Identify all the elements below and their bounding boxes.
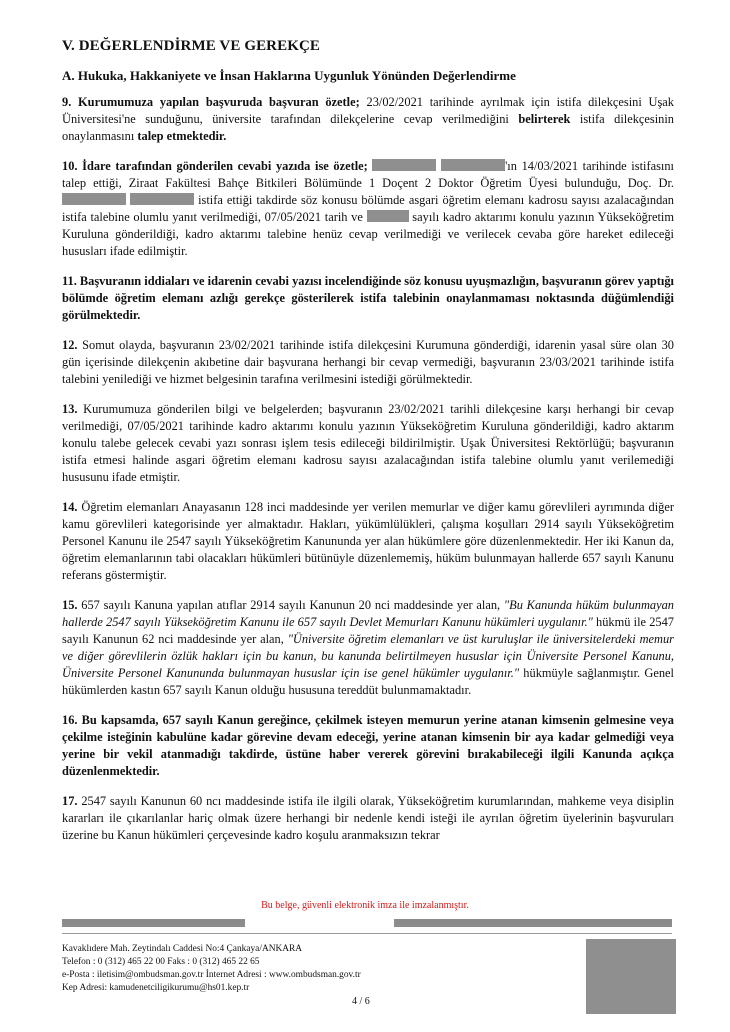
p12-num: 12.	[62, 338, 78, 352]
paragraph-15	[62, 597, 674, 699]
footer-email: e-Posta : iletisim@ombudsman.gov.tr İnternet Adresi : www.ombudsman.gov.tr	[62, 970, 361, 980]
paragraph-16: 16. Bu kapsamda, 657 sayılı Kanun gereğince, çekilmek isteyen memurun yerine atanan kimsenin gelmesine veya çekilme isteğinin kabulüne kadar görevine devam edeceği, yerine atanan kimsenin bir aya kadar gelmediği veya yerine bir vekil atanmadığı takdirde, üstüne haber vererek görevini bırakabileceği ilgili Kanunda açıkça düzenlenmektedir.	[62, 713, 674, 778]
p9-emph-1: belirterek	[518, 112, 571, 126]
p15-quote-2: "Üniversite öğretim elemanları ve üst kuruluşlar ile üniversitelerdeki memur ve diğer görevlilerin özlük hakları için bu kanun, bu kanunda belirtilmeyen hususlar için Üniversite Personel Kanunu, Üniversite Personel Kanununda bulunmayan hususlar için ise genel hükümler uygulanır."	[62, 632, 674, 680]
p9-text-2: istifa dilekçesinin onaylanmasını	[62, 112, 675, 143]
page-number: 4 / 6	[352, 996, 370, 1007]
p13-num: 13.	[62, 402, 78, 416]
paragraph-12	[62, 337, 674, 388]
paragraph-9	[62, 94, 674, 145]
p10-lead: 10. İdare tarafından gönderilen cevabi yazıda ise özetle;	[62, 159, 368, 173]
footer-phone: Telefon : 0 (312) 465 22 00 Faks : 0 (312) 465 22 65	[62, 957, 260, 967]
section-title: V. DEĞERLENDİRME VE GEREKÇE	[62, 38, 321, 54]
p15-text-3: hükmüyle sağlanmıştır. Genel hükümlerden kastın 657 sayılı Kanun olduğu hususuna tereddüt bulunmamaktadır.	[62, 666, 674, 697]
p10-text-1: 'ın 14/03/2021 tarihinde istifasını talep ettiği, Ziraat Fakültesi Bahçe Bitkileri Bölümünde 1 Doçent 2 Doktor Öğretim Üyesi bulunduğu, Doç. Dr.	[62, 159, 674, 190]
p17-text: 2547 sayılı Kanunun 60 ncı maddesinde istifa ile ilgili olarak, Yükseköğretim kurumlarından, mahkeme veya disiplin kararları ile çıkarılanlar hariç olmak üzere herhangi bir nedenle kendi isteği ile ayrılan öğretim üyelerinin başvuruları üzerine bu Kanun hükümleri çerçevesinde kadro koşulu aranmaksızın tekrar	[62, 794, 674, 842]
p10-text-2: istifa ettiği takdirde söz konusu bölümde asgari öğretim elemanı kadrosu sayısı azalacağından istifa talebine olumlu yanıt verilmediği, 07/05/2021 tarih ve	[62, 193, 674, 224]
p17-num: 17.	[62, 794, 78, 808]
p15-text-2: hükmü ile 2547 sayılı Kanunun 62 nci maddesinde yer alan,	[62, 615, 674, 646]
redaction-box	[130, 193, 194, 205]
paragraph-10	[62, 158, 674, 260]
e-signature-note: Bu belge, güvenli elektronik imza ile imzalanmıştır.	[261, 900, 469, 911]
p13-text: Kurumumuza gönderilen bilgi ve belgelerden; başvuranın 23/02/2021 tarihli dilekçesine karşı herhangi bir cevap verilmediği, 07/05/2021 tarihinde kadro aktarımı konulu yazının Yükseköğretim Kuruluna gönderildiği, kadro aktarım konulu talebe gelecek cevabi yazı sonrası işlem tesis edileceği bildirilmiştir. Uşak Üniversitesi Rektörlüğü; başvuranın istifa etmesi halinde asgari öğretim elemanı kadrosu sayısı azalacağından istifa talebine olumlu yanıt verilemediği hususunu ifade etmiştir.	[62, 402, 674, 484]
footer-address: Kavaklıdere Mah. Zeytindalı Caddesi No:4 Çankaya/ANKARA	[62, 944, 303, 954]
p12-text: Somut olayda, başvuranın 23/02/2021 tarihinde istifa dilekçesini Kurumuna gönderdiği, idarenin yasal süre olan 30 gün içerisinde dilekçenin akıbetine dair başvurana herhangi bir cevap vermediği, başvuranın 23/03/2021 tarihinde istifa talebini yenilediği ve hizmet belgesinin tarafına verilmesini istediği görülmektedir.	[62, 338, 674, 386]
redacted-qr-stamp	[586, 939, 676, 1014]
paragraph-14	[62, 499, 674, 584]
redaction-box	[441, 159, 505, 171]
p9-lead: 9. Kurumumuza yapılan başvuruda başvuran özetle;	[62, 95, 360, 109]
footer-divider	[62, 933, 672, 934]
redaction-box	[62, 193, 126, 205]
footer	[62, 943, 482, 995]
p9-text: 23/02/2021 tarihinde ayrılmak için istifa dilekçesini Uşak Üniversitesi'ne sunduğunu, üniversite tarafından dilekçelerine cevap verilmediğini	[62, 95, 675, 126]
redacted-signature-bars	[62, 919, 672, 927]
p14-num: 14.	[62, 500, 78, 514]
paragraph-17	[62, 793, 674, 844]
subsection-title: A. Hukuka, Hakkaniyete ve İnsan Haklarına Uygunluk Yönünden Değerlendirme	[62, 68, 516, 83]
p10-text-3: sayılı kadro aktarımı konulu yazının Yükseköğretim Kuruluna gönderildiği, kadro aktarımı talebine henüz cevap verilmediği ve verilecek cevaba göre hareket edileceği hususları ifade edilmiştir.	[62, 210, 674, 258]
redaction-box	[367, 210, 409, 222]
redaction-bar	[394, 919, 672, 927]
redaction-box	[372, 159, 436, 171]
paragraph-11: 11. Başvuranın iddiaları ve idarenin cevabi yazısı incelendiğinde söz konusu uyuşmazlığın, başvuranın görev yaptığı bölümde öğretim elemanı azlığı gerekçe gösterilerek istifa talebinin onaylanmaması noktasında düğümlendiği görülmektedir.	[62, 274, 674, 322]
p15-quote-1: "Bu Kanunda hüküm bulunmayan hallerde 2547 sayılı Yükseköğretim Kanunu ile 657 sayılı Devlet Memurları Kanunu hükümleri uygulanır."	[62, 598, 674, 629]
redaction-bar	[62, 919, 245, 927]
footer-kep: Kep Adresi: kamudenetciligikurumu@hs01.kep.tr	[62, 983, 250, 993]
document-body	[62, 38, 674, 857]
p14-text: Öğretim elemanları Anayasanın 128 inci maddesinde yer verilen memurlar ve diğer kamu görevlileri ayrımında diğer kamu görevlileri kategorisinde yer almaktadır. Hakları, yükümlülükleri, çalışma koşulları 2914 sayılı Yükseköğretim Personel Kanunu ile 2547 sayılı Yükseköğretim Kanununda yer alan hükümlere göre düzenlenmektedir. Her iki Kanun da, öğretim elemanlarının tabi olacakları hükümleri bütünüyle düzenlememiş, hüküm bulunmayan hallerde 657 sayılı Kanunu referans göstermiştir.	[62, 500, 674, 582]
p9-emph-2: talep etmektedir.	[137, 129, 227, 143]
p15-num: 15.	[62, 598, 78, 612]
paragraph-13	[62, 401, 674, 486]
p15-text-1: 657 sayılı Kanuna yapılan atıflar 2914 sayılı Kanunun 20 nci maddesinde yer alan,	[77, 598, 504, 612]
